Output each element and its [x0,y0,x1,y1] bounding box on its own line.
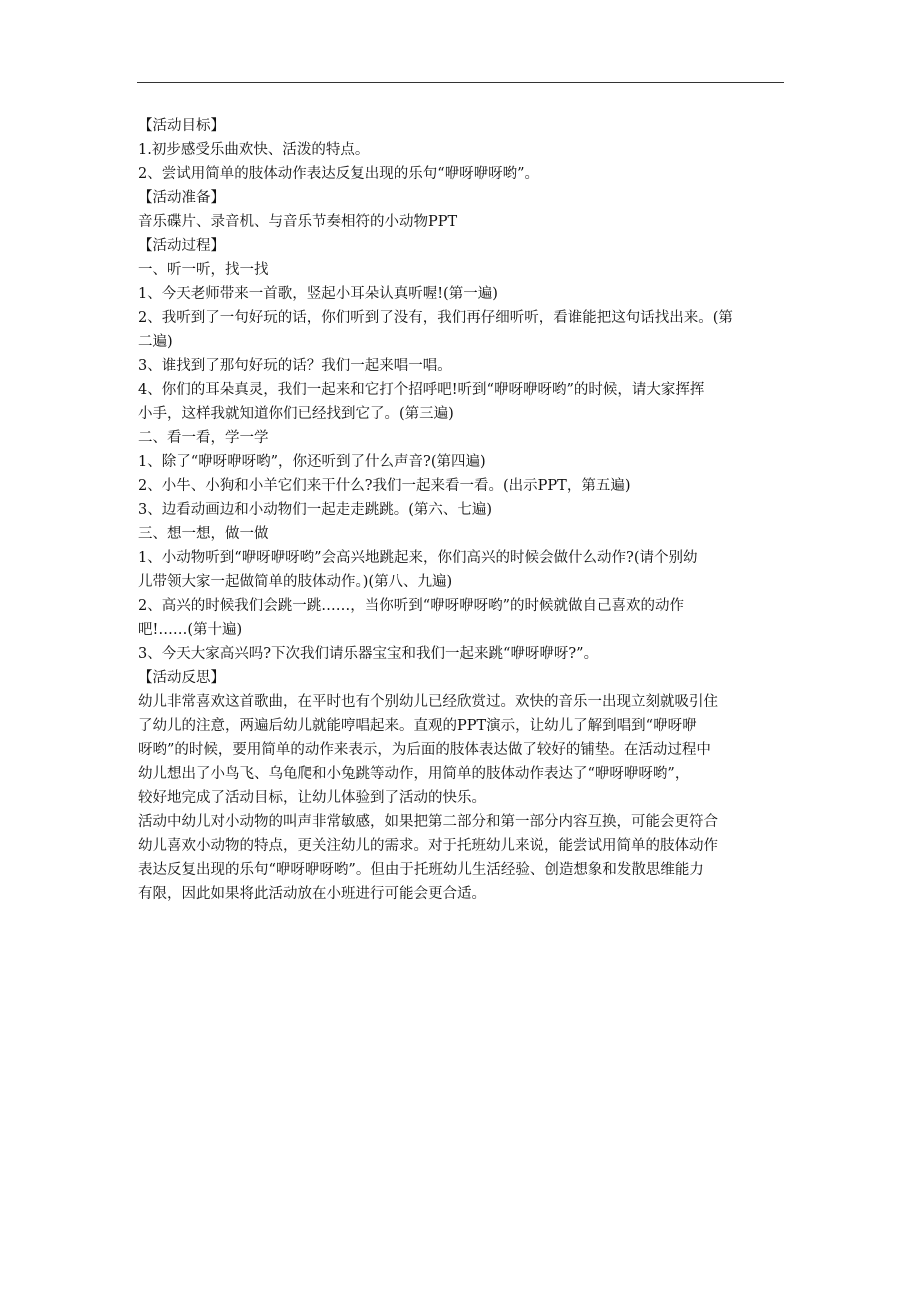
text-line: 较好地完成了活动目标，让幼儿体验到了活动的快乐。 [138,790,486,806]
text-line: 1、除了“咿呀咿呀哟”，你还听到了什么声音?(第四遍) [138,454,486,470]
text-line: 2、高兴的时候我们会跳一跳……，当你听到“咿呀咿呀哟”的时候就做自己喜欢的动作 [138,598,685,614]
header-rule [137,82,784,83]
section-heading-process: 【活动过程】 [138,238,225,254]
text-line: 3、谁找到了那句好玩的话？我们一起来唱一唱。 [138,358,452,374]
text-line: 小手，这样我就知道你们已经找到它了。(第三遍) [138,406,454,422]
subsection-heading: 二、看一看，学一学 [138,430,269,446]
text-line: 幼儿喜欢小动物的特点，更关注幼儿的需求。对于托班幼儿来说，能尝试用简单的肢体动作 [138,838,718,854]
text-line: 幼儿想出了小鸟飞、乌龟爬和小兔跳等动作，用简单的肢体动作表达了“咿呀咿呀哟”， [138,766,690,782]
text-line: 幼儿非常喜欢这首歌曲，在平时也有个别幼儿已经欣赏过。欢快的音乐一出现立刻就吸引住 [138,694,718,710]
subsection-heading: 三、想一想，做一做 [138,526,269,542]
section-heading-reflection: 【活动反思】 [138,670,225,686]
text-line: 2、我听到了一句好玩的话，你们听到了没有，我们再仔细听听，看谁能把这句话找出来。(第 [138,310,733,326]
section-heading-goals: 【活动目标】 [138,118,225,134]
text-line: 了幼儿的注意，两遍后幼儿就能哼唱起来。直观的PPT演示，让幼儿了解到唱到“咿呀咿 [138,718,697,734]
text-line: 1、今天老师带来一首歌，竖起小耳朵认真听喔!(第一遍) [138,286,498,302]
text-line: 2、尝试用简单的肢体动作表达反复出现的乐句“咿呀咿呀哟”。 [138,166,540,182]
text-line: 1、小动物听到“咿呀咿呀哟”会高兴地跳起来，你们高兴的时候会做什么动作?(请个别幼 [138,550,698,566]
text-line: 二遍) [138,334,173,350]
text-line: 4、你们的耳朵真灵，我们一起来和它打个招呼吧!听到“咿呀咿呀哟”的时候，请大家挥挥 [138,382,705,398]
subsection-heading: 一、听一听，找一找 [138,262,269,278]
text-line: 音乐碟片、录音机、与音乐节奏相符的小动物PPT [138,214,458,230]
text-line: 1.初步感受乐曲欢快、活泼的特点。 [138,142,370,158]
text-line: 有限，因此如果将此活动放在小班进行可能会更合适。 [138,886,486,902]
text-line: 呀哟”的时候，要用简单的动作来表示，为后面的肢体表达做了较好的铺垫。在活动过程中 [138,742,711,758]
document-body [138,114,784,906]
text-line: 3、边看动画边和小动物们一起走走跳跳。(第六、七遍) [138,502,493,518]
text-line: 3、今天大家高兴吗?下次我们请乐器宝宝和我们一起来跳“咿呀咿呀?”。 [138,646,599,662]
text-line: 2、小牛、小狗和小羊它们来干什么?我们一起来看一看。(出示PPT，第五遍) [138,478,631,494]
section-heading-preparation: 【活动准备】 [138,190,225,206]
text-line: 吧!……(第十遍) [138,622,243,638]
text-line: 活动中幼儿对小动物的叫声非常敏感，如果把第二部分和第一部分内容互换，可能会更符合 [138,814,718,830]
text-line: 表达反复出现的乐句“咿呀咿呀哟”。但由于托班幼儿生活经验、创造想象和发散思维能力 [138,862,704,878]
text-line: 儿带领大家一起做简单的肢体动作。)(第八、九遍) [138,574,453,590]
